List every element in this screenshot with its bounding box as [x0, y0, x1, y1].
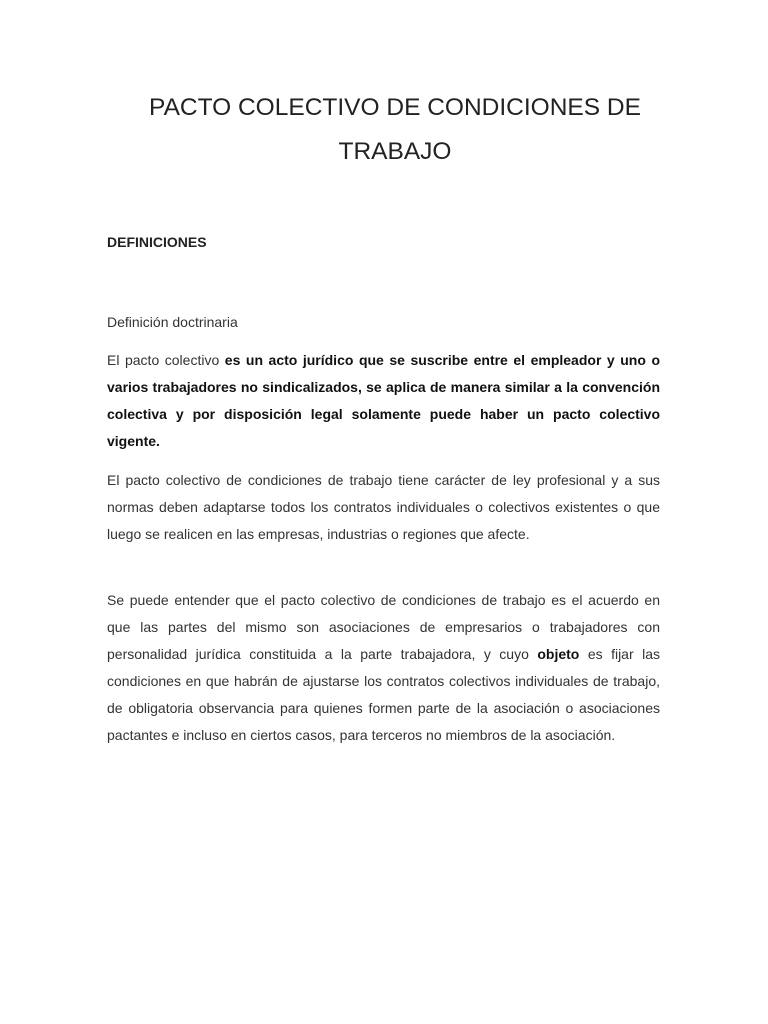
paragraph-3-after: es fijar las condiciones en que habrán de ajustarse los contratos colectivos individuales de trabajo, de obligatoria observancia para quienes formen parte de la asociación o asociaciones pactantes e incluso en ciertos casos, para terceros no miembros de la asociación. — [107, 646, 660, 743]
section-heading: DEFINICIONES — [107, 234, 207, 250]
paragraph-3-before: Se puede entender que el pacto colectivo de condiciones de trabajo es el acuerdo en que las partes del mismo son asociaciones de empresarios o trabajadores con personalidad jurídica constituida a la parte trabajadora, y cuyo — [107, 592, 660, 662]
paragraph-1-lead: El pacto colectivo — [107, 352, 225, 368]
paragraph-1-bold: es un acto jurídico que se suscribe entre el empleador y uno o varios trabajadores no sindicalizados, se aplica de manera similar a la convención colectiva y por disposición legal solamente puede haber un pacto colectivo vigente. — [107, 352, 660, 449]
document-title-line-2: TRABAJO — [338, 138, 452, 165]
subheading: Definición doctrinaria — [107, 314, 238, 330]
paragraph-2: El pacto colectivo de condiciones de trabajo tiene carácter de ley profesional y a sus normas deben adaptarse todos los contratos individuales o colectivos existentes o que luego se realicen en las empresas, industrias o regiones que afecte. — [107, 472, 660, 542]
document-title-line-1: PACTO COLECTIVO DE CONDICIONES DE — [149, 94, 641, 121]
paragraph-3-bold: objeto — [537, 646, 580, 662]
paragraph-1 — [107, 347, 660, 455]
paragraph-3 — [107, 587, 660, 749]
